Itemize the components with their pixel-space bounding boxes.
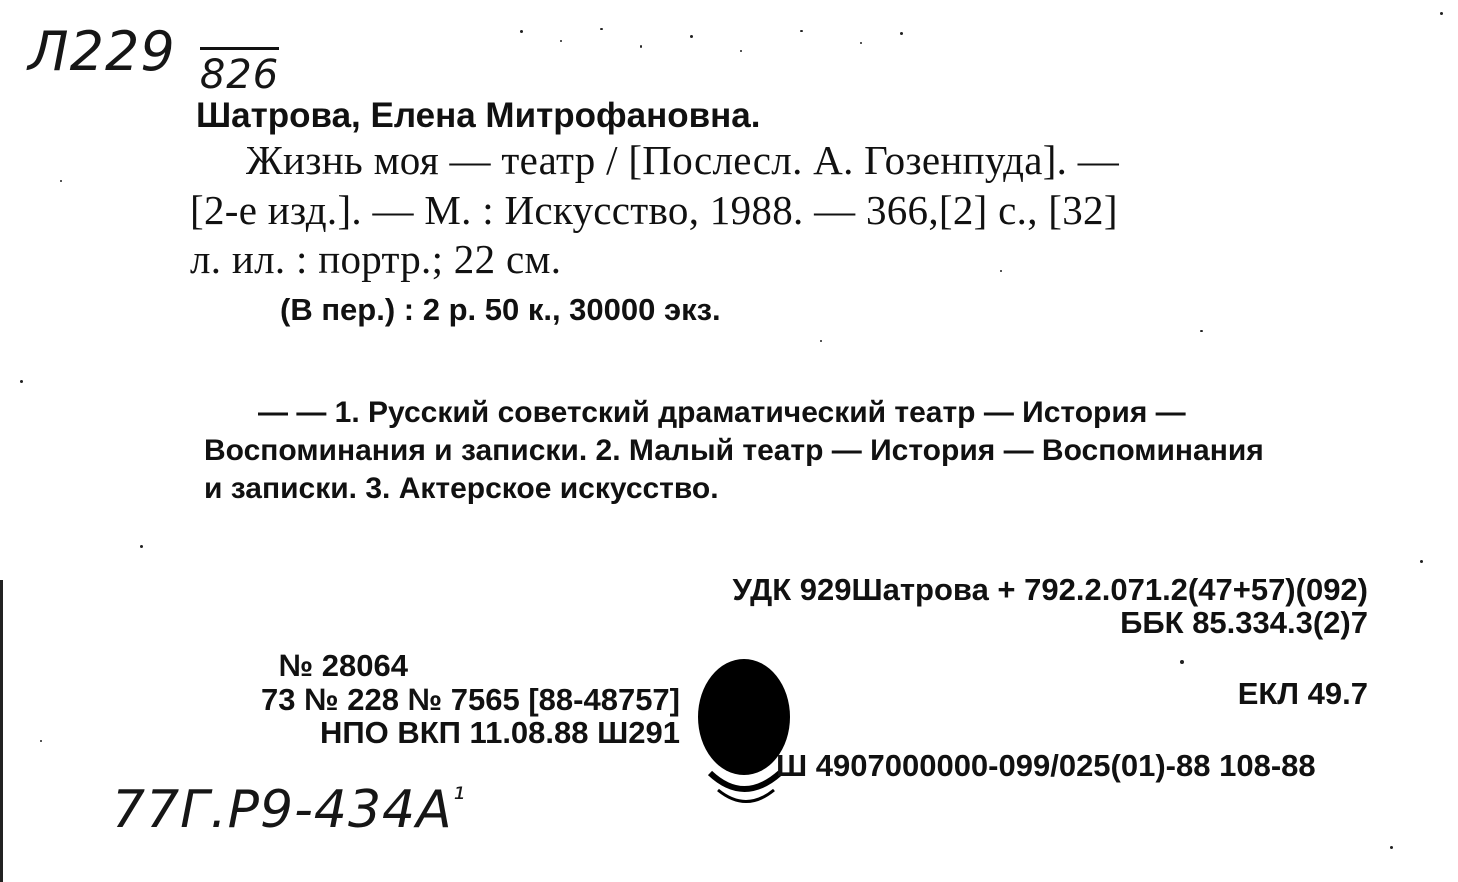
title-line-3: л. ил. : портр.; 22 см.	[190, 236, 562, 282]
subjects-line-2: Воспоминания и записки. 2. Малый театр — История — Воспоминания	[204, 434, 1264, 467]
author-heading: Шатрова, Елена Митрофановна.	[196, 96, 761, 135]
title-line-2: [2-е изд.]. — М. : Искусство, 1988. — 366,[2] с., [32]	[190, 187, 1118, 233]
handwritten-call-number	[28, 20, 279, 98]
ekl-code: ЕКЛ 49.7	[1237, 676, 1368, 711]
subjects-line-1: — — 1. Русский советский драматический театр — История —	[258, 396, 1186, 429]
registry-line-2: 73 № 228 № 7565 [88-48757]	[261, 682, 680, 717]
sh-code: Ш 4907000000-099/025(01)-88 108-88	[776, 748, 1316, 783]
subjects-line-3: и записки. 3. Актерское искусство.	[204, 472, 719, 505]
call-number-secondary: 826	[200, 47, 279, 98]
registry-line-1: № 28064	[278, 648, 408, 683]
scan-edge-line	[0, 580, 3, 882]
registry-line-3: НПО ВКП 11.08.88 Ш291	[319, 715, 680, 750]
bottom-code-text: 77Г.Р9-434А	[112, 780, 453, 840]
udk-code: УДК 929Шатрова + 792.2.071.2(47+57)(092)	[732, 572, 1368, 607]
title-line-1: Жизнь моя — театр / [Послесл. А. Гозенпуда]. —	[246, 137, 1120, 183]
punch-hole	[690, 655, 800, 810]
bbk-code: ББК 85.334.3(2)7	[1120, 605, 1368, 640]
price-line: (В пер.) : 2 р. 50 к., 30000 экз.	[280, 292, 721, 327]
handwritten-bottom-code	[112, 780, 466, 840]
bottom-code-mark: ¹	[452, 782, 466, 817]
call-number-main: Л229	[28, 20, 176, 83]
